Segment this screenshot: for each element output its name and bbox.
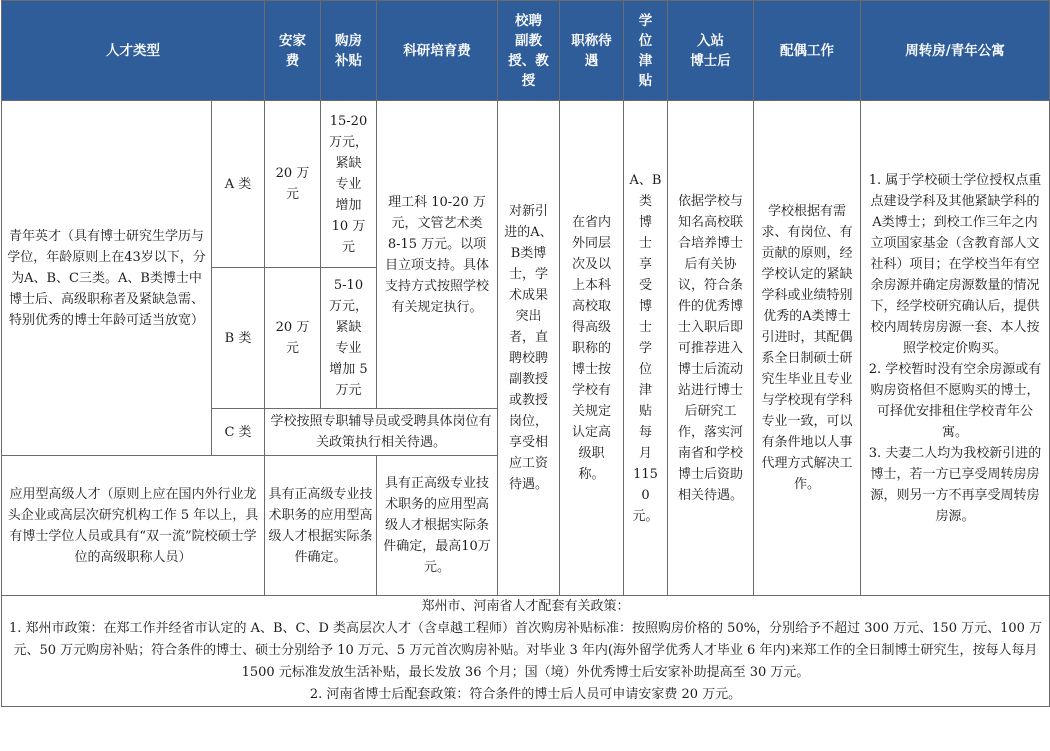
- header-spouse-work: 配偶工作: [754, 1, 861, 101]
- applied-talent-description: 应用型高级人才（原则上应在国内外行业龙头企业或高层次研究机构工作 5 年以上，具有博士学位人员或具有“双一流”院校硕士学位的高级职称人员）: [2, 456, 265, 596]
- youth-talent-description: 青年英才（具有博士研究生学历与学位，年龄原则上在43岁以下，分为A、B、C三类。A、B类博士中博士后、高级职称者及紧缺急需、特别优秀的博士年龄可适当放宽）: [2, 101, 212, 456]
- applied-settling-housing: 具有正高级专业技术职务的应用型高级人才根据实际条件确定。: [265, 456, 377, 596]
- youth-c-note: 学校按照专职辅导员或受聘具体岗位有关政策执行相关待遇。: [265, 409, 498, 456]
- youth-a-label: A 类: [212, 101, 265, 268]
- header-research-fund: 科研培育费: [377, 1, 498, 101]
- title-treatment-policy: 在省内外同层次及以上本科高校取得高级职称的博士按学校有关规定认定高级职称。: [560, 101, 624, 596]
- talent-policy-table: [1, 0, 1050, 707]
- degree-allowance-policy: A、B 类 博 士 享 受 博 士 学 位 津 贴 每 月 115 0 元。: [624, 101, 668, 596]
- header-settling-fee: 安家 费: [265, 1, 321, 101]
- header-row: [2, 1, 1050, 101]
- spouse-work-policy: 学校根据有需求、有岗位、有贡献的原则，经学校认定的紧缺学科或业绩特别优秀的A类博士引进时，其配偶系全日制硕士研究生毕业且专业与学校现有学科专业一致，可以有条件地以人事代理方式解决工作。: [754, 101, 861, 596]
- turnover-housing-policy: 1. 属于学校硕士学位授权点重点建设学科及其他紧缺学科的A类博士；到校工作三年之内立项国家基金（含教育部人文社科）项目；在学校当年有空余房源并确定房源数量的情况下，经学校研究确认后，提供校内周转房房源一套、本人按照学校定价购买。 2. 学校暂时没有空余房源或有购房资格但不愿购买的博士，可择优安排租住学校青年公寓。 3. 夫妻二人均为我校新引进的博士，若一方已享受周转房房源，则另一方不再享受周转房房源。: [861, 101, 1050, 596]
- header-talent-type: 人才类型: [2, 1, 265, 101]
- youth-b-settling: 20 万 元: [265, 268, 321, 409]
- footer-row: [2, 596, 1050, 707]
- header-turnover-housing: 周转房/青年公寓: [861, 1, 1050, 101]
- youth-c-label: C 类: [212, 409, 265, 456]
- header-title-treatment: 职称待 遇: [560, 1, 624, 101]
- youth-research-fund: 理工科 10-20 万元，文管艺术类 8-15 万元。以项目立项支持。具体支持方式按照学校有关规定执行。: [377, 101, 498, 409]
- youth-b-housing: 5-10 万元， 紧缺 专业 增加 5 万元: [321, 268, 377, 409]
- footer-title: 郑州市、河南省人才配套有关政策：: [421, 599, 630, 614]
- header-housing-subsidy: 购房 补贴: [321, 1, 377, 101]
- youth-b-label: B 类: [212, 268, 265, 409]
- youth-a-housing: 15-20 万元， 紧缺 专业 增加 10 万 元: [321, 101, 377, 268]
- footer-zhengzhou-policy: 1. 郑州市政策：在郑工作并经省市认定的 A、B、C、D 类高层次人才（含卓越工程师）首次购房补贴标准：按照购房价格的 50%，分别给予不超过 300 万元、150 万元、100 万元、50 万元购房补贴；符合条件的博士、硕士分别给予 10 万元、5 万元首次购房补贴。对毕业 3 年内(海外留学优秀人才毕业 6 年内)来郑工作的全日制博士研究生，按每人每月 1500 元标准发放生活补贴，最长发放 36 个月；国（境）外优秀博士后安家补助提高至 30 万元。: [8, 621, 1043, 680]
- footer-henan-policy: 2. 河南省博士后配套政策：符合条件的博士后人员可申请安家费 20 万元。: [309, 687, 742, 702]
- header-professor: 校聘 副教 授、教 授: [498, 1, 560, 101]
- header-degree-allowance: 学 位 津 贴: [624, 1, 668, 101]
- postdoc-policy: 依据学校与知名高校联合培养博士后有关协议，符合条件的优秀博士入职后即可推荐进入博士后流动站进行博士后研究工作，落实河南省和学校博士后资助相关待遇。: [668, 101, 754, 596]
- applied-research-fund: 具有正高级专业技术职务的应用型高级人才根据实际条件确定，最高10万元。: [377, 456, 498, 596]
- header-postdoc: 入站 博士后: [668, 1, 754, 101]
- youth-a-settling: 20 万 元: [265, 101, 321, 268]
- professor-policy: 对新引进的A、B类博士，学术成果突出者，直聘校聘副教授或教授岗位，享受相应工资待遇。: [498, 101, 560, 596]
- row-youth-a: [2, 101, 1050, 268]
- footer-policies: [2, 596, 1050, 707]
